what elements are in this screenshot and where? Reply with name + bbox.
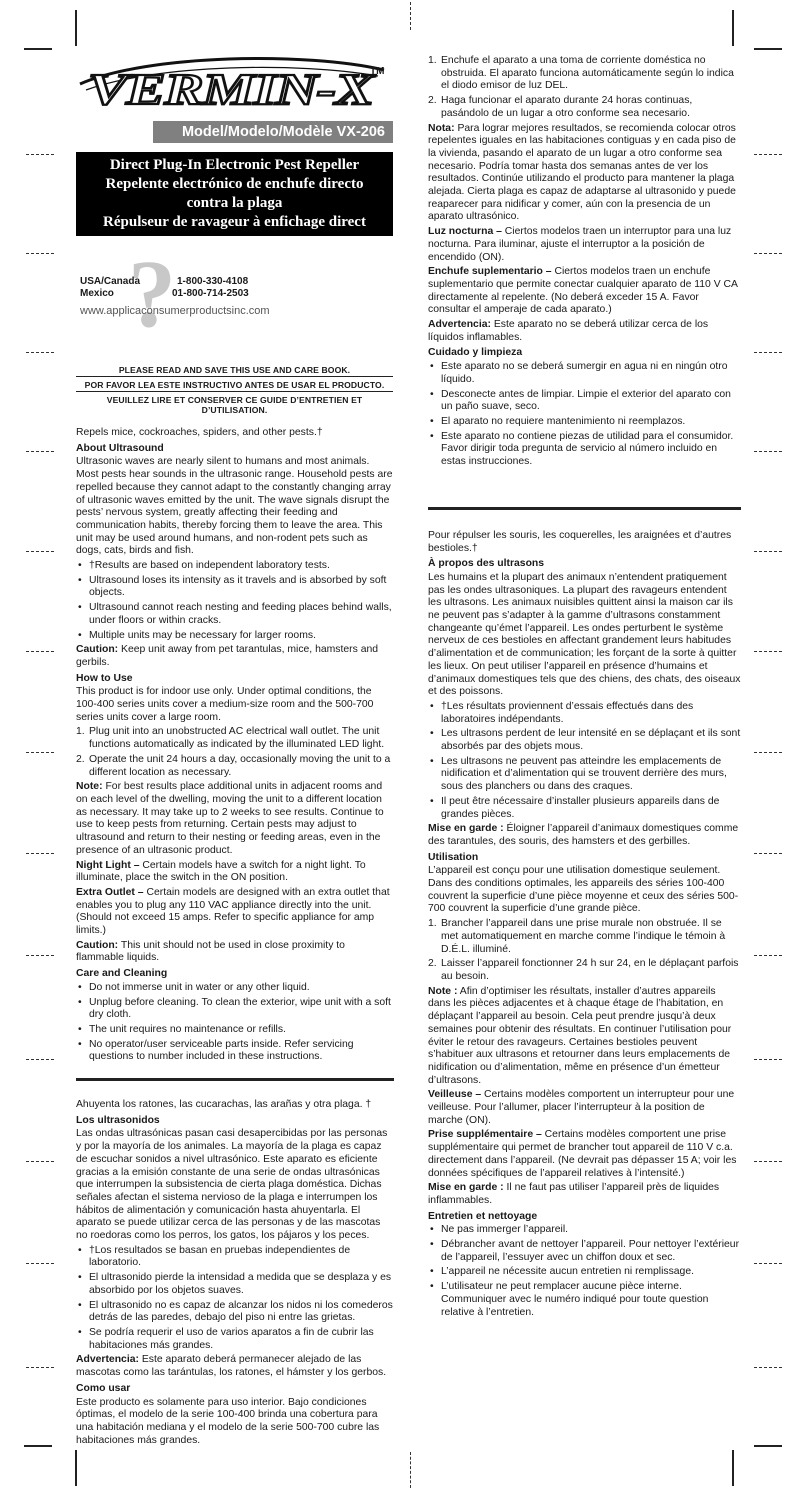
extra-outlet-fr (428, 1129, 741, 1180)
list-item: • Se podría requerir el uso de varios aparatos a fin de cubrir las habitaciones más grandes. (76, 1327, 394, 1352)
notice-es: POR FAVOR LEA ESTE INSTRUCTIVO ANTES DE USAR EL PRODUCTO. (84, 380, 385, 390)
night-text: Certain models have a switch for a night light. To illuminate, place the switch in the ON position. (76, 859, 366, 884)
fold-mark (754, 853, 782, 854)
fold-mark (754, 1367, 782, 1368)
fold-mark (26, 352, 54, 353)
step-number: 1. (76, 726, 85, 738)
list-item: • Unplug before cleaning. To clean the exterior, wipe unit with a soft dry cloth. (76, 997, 394, 1022)
list-item: • Ultrasound loses its intensity as it travels and is absorbed by soft objects. (76, 575, 394, 600)
list-item: • El ultrasonido no es capaz de alcanzar los nidos ni los comederos detrás de las paredes, debajo del piso ni entre las grietas. (76, 1300, 394, 1325)
fold-mark (26, 1059, 54, 1060)
fold-mark (26, 955, 54, 956)
crop-mark (75, 1450, 77, 1486)
note-text: Para lograr mejores resultados, se recomienda colocar otros repelentes iguales en las habitaciones contiguas y en cada piso de la vivienda, pasando el aparato de un lugar a otro conforme sea necesario. Podría tomar hasta dos semanas antes de ver los resultados. Continúe utilizando el producto para mantener la plaga alejada. Cierta plaga es capaz de adaptarse al ultrasonido y puede reaparecer para nidificar y comer, aún con la presencia de un aparato ultrasónico. (428, 122, 736, 223)
heading-care-fr: Entretien et nettoyage (428, 1210, 538, 1222)
list-item: • Desconecte antes de limpiar. Limpie el exterior del aparato con un paño suave, seco. (428, 389, 741, 414)
list-item: • El ultrasonido pierde la intensidad a medida que se desplaza y es absorbido por los objetos suaves. (76, 1272, 394, 1297)
fold-mark (754, 1263, 782, 1264)
steps-en (76, 726, 394, 779)
caution-label: Mise en garde : (428, 823, 504, 835)
outlet-text: Certains modèles comportent une prise supplémentaire qui permet de brancher tout appareil de 110 V c.a. directement dans l’appareil. (Ne devrait pas dépasser 15 A; voir les données spécifiques de l’appareil relatives à l’intensité.) (428, 1129, 737, 1179)
caution-label: Caution: (76, 939, 119, 951)
list-item: • Ne pas immerger l’appareil. (428, 1224, 741, 1237)
note-label: Note: (76, 781, 103, 793)
heading-about-en: About Ultrasound (76, 442, 164, 454)
note-label: Note : (428, 985, 458, 997)
step-text: Plug unit into an unobstructed AC electrical wall outlet. The unit functions automatically as indicated by the illuminated LED light. (89, 726, 385, 751)
care-list-es (428, 361, 741, 469)
list-item: • Il peut être nécessaire d’installer plusieurs appareils dans de grandes pièces. (428, 796, 741, 821)
step-text: Brancher l’appareil dans une prise murale non obstruée. Il se met automatiquement en marche comme l’indique le témoin à D.É.L. illuminé. (441, 918, 726, 955)
step-number: 1. (428, 55, 437, 66)
right-column (428, 55, 741, 1321)
step-number: 2. (428, 95, 437, 107)
outlet-label: Prise supplémentaire – (428, 1129, 542, 1141)
step-text: Operate the unit 24 hours a day, occasionally moving the unit to a different location as necessary. (89, 753, 391, 778)
section-divider (428, 507, 741, 510)
caution-label: Mise en garde : (428, 1182, 504, 1194)
intro-en: Repels mice, cockroaches, spiders, and other pests.† (76, 427, 323, 438)
extra-outlet-en (76, 887, 394, 938)
fold-mark (26, 853, 54, 854)
fold-mark (26, 551, 54, 552)
fold-mark (26, 154, 54, 155)
divider (76, 376, 393, 377)
night-light-en (76, 860, 394, 885)
fold-mark (410, 1452, 411, 1488)
step-text: Enchufe el aparato a una toma de corriente doméstica no obstruida. El aparato funciona automáticamente según lo indica el diodo emisor de luz DEL. (441, 55, 734, 92)
title-fr: Répulseur de ravageur à enfichage direct (103, 214, 366, 230)
list-fr (428, 701, 741, 821)
note-text: Afin d’optimiser les résultats, installer d’autres appareils dans les pièces adjacentes et à chaque étage de l’habitation, en déplaçant l’appareil au besoin. Cela peut prendre jusqu’à deux semaines pour obtenir des résultats. En continuer l’utilisation pour éviter le retour des ravageurs. Certaines bestioles peuvent s’habituer aux ultrasons et retourner dans leurs emplacements de nidification ou d’alimentation, même en présence d’un émetteur d’ultrasons. (428, 985, 732, 1086)
crop-mark (754, 1445, 782, 1447)
night-light-es (428, 226, 741, 264)
caution-text: Keep unit away from pet tarantulas, mice, hamsters and gerbils. (76, 644, 379, 668)
list-item: • El aparato no requiere mantenimiento ni reemplazos. (428, 416, 741, 429)
step-text: Laisser l’appareil fonctionner 24 h sur 24, en le déplaçant parfois au besoin. (441, 958, 739, 982)
warning-text: Este aparato deberá permanecer alejado de las mascotas como las tarántulas, los ratones, el hámster y los gerbos. (76, 1354, 387, 1379)
fold-mark (26, 1161, 54, 1162)
list-item: • Les ultrasons perdent de leur intensité en se déplaçant et ils sont absorbés par des objets mous. (428, 728, 741, 753)
fold-mark (26, 1367, 54, 1368)
region-usa: USA/Canada (80, 276, 141, 287)
how-text-es: Este producto es solamente para uso interior. Bajo condiciones óptimas, el modelo de la serie 100-400 brinda una cobertura para una habitación mediana y el modelo de la serie 500-700 cubre las habitaciones más grandes. (76, 1396, 380, 1446)
fold-mark (410, 2, 411, 30)
outlet-label: Extra Outlet – (76, 886, 144, 898)
notice-en: PLEASE READ AND SAVE THIS USE AND CARE BOOK. (118, 365, 351, 375)
notice-fr: VEUILLEZ LIRE ET CONSERVER CE GUIDE D’ENTRETIEN ET D’UTILISATION. (106, 395, 363, 415)
caution-text: Il ne faut pas utiliser l’appareil près de liquides inflammables. (428, 1182, 720, 1206)
outlet-text: Certain models are designed with an extra outlet that enables you to plug any 110 VAC appliance directly into the unit. (Should not exceed 15 amps. Refer to specific appliance for amp limits.) (76, 886, 390, 937)
warning-2-es (428, 319, 741, 344)
list-item: • Débrancher avant de nettoyer l’appareil. Pour nettoyer l’extérieur de l’appareil, l’essuyer avec un chiffon doux et sec. (428, 1239, 741, 1264)
fold-mark (26, 752, 54, 753)
list-item: • Este aparato no se deberá sumergir en agua ni en ningún otro líquido. (428, 361, 741, 386)
steps-es (428, 55, 741, 121)
caution-2-fr (428, 1182, 741, 1207)
caution-text: This unit should not be used in close proximity to flammable liquids. (76, 939, 345, 964)
website-link[interactable]: www.applicaconsumerproductsinc.com (80, 305, 270, 317)
list-es (76, 1245, 394, 1353)
heading-about-es: Los ultrasonidos (76, 1114, 160, 1126)
intro-es: Ahuyenta los ratones, las cucarachas, las arañas y otra plaga. † (76, 1099, 372, 1111)
step-number: 2. (428, 958, 437, 970)
warning-text: Este aparato no se deberá utilizar cerca de los líquidos inflamables. (428, 319, 709, 343)
crop-mark (732, 10, 734, 46)
list-item: • †Los resultados se basan en pruebas independientes de laboratorio. (76, 1245, 394, 1270)
step-number: 1. (428, 918, 437, 930)
fold-mark (26, 651, 54, 652)
note-text: For best results place additional units in adjacent rooms and on each level of the dwelling, moving the unit to a different location as necessary. It may take up to 2 weeks to see results. Continue to use to keep pests from returning. Certain pests may adjust to ultrasound and return to their nesting or feeding areas, even in the presence of an ultrasonic product. (76, 781, 384, 856)
crop-mark (24, 48, 52, 50)
fold-mark (754, 551, 782, 552)
crop-mark (24, 1445, 52, 1447)
note-es (428, 123, 741, 225)
night-label: Night Light – (76, 859, 140, 871)
left-column (76, 427, 394, 1449)
night-text: Ciertos modelos traen un interruptor para una luz nocturna. Para iluminar, ajuste el interruptor a la posición de encendido (ON). (428, 226, 732, 263)
note-label: Nota: (428, 122, 455, 134)
how-text-fr: L’appareil est conçu pour une utilisation domestique seulement. Dans des conditions optimales, les appareils des séries 100-400 couvrent la superficie d’une pièce moyenne et ceux des séries 500-700 couvrent la superficie d’une grande pièce. (428, 865, 739, 915)
trademark: TM (370, 66, 385, 77)
heading-care-es: Cuidado y limpieza (428, 347, 523, 359)
list-item: • Multiple units may be necessary for larger rooms. (76, 630, 394, 643)
night-light-fr (428, 1089, 741, 1127)
caution-fr (428, 823, 741, 848)
fold-mark (26, 1263, 54, 1264)
outlet-label: Enchufe suplementario – (428, 266, 552, 278)
heading-how-en: How to Use (76, 672, 133, 684)
fold-mark (26, 451, 54, 452)
outlet-text: Ciertos modelos traen un enchufe suplementario que permite conectar cualquier aparato de 110 V CA directamente al repelente. (No deberá exceder 15 A. Favor consultar el amperaje de cada aparato.) (428, 266, 738, 316)
steps-fr (428, 918, 741, 984)
list-item (428, 55, 741, 93)
night-label: Luz nocturna – (428, 226, 502, 238)
fold-mark (754, 352, 782, 353)
step-number: 2. (76, 753, 85, 765)
warning-es (76, 1354, 394, 1379)
list-item: • L’utilisateur ne peut remplacer aucune pièce interne. Communiquer avec le numéro indiqué pour toute question relative à l’entretien. (428, 1281, 741, 1319)
question-mark-icon: ? (128, 240, 176, 347)
heading-care-en: Care and Cleaning (76, 968, 168, 980)
intro-fr: Pour répulser les souris, les coquerelles, les araignées et d’autres bestioles.† (428, 529, 732, 554)
night-text: Certains modèles comportent un interrupteur pour une veilleuse. Pour l’allumer, placer l’interrupteur à la position de marche (ON). (428, 1089, 735, 1126)
crop-mark (732, 1450, 734, 1486)
extra-outlet-es (428, 266, 741, 317)
caution-text: Éloigner l’appareil d’animaux domestiques comme des tarantules, des souris, des hamsters et des gerbilles. (428, 823, 739, 847)
about-text-es: Las ondas ultrasónicas pasan casi desapercibidas por las personas y por la mayoría de los animales. La mayoría de la plaga es capaz de escuchar sonidos a nivel ultrasónico. Este aparato es eficiente gracias a la emisión constante de una serie de ondas ultrasónicas que interrumpen la subsistencia de cierta plaga doméstica. Dichas señales afectan el sistema nervioso de la plaga e interrumpen los hábitos de alimentación y comunicación hasta ahuyentarla. El aparato se puede utilizar cerca de las personas y de las mascotas no roedoras como los perros, los gatos, los pájaros y los peces. (76, 1128, 388, 1242)
title-box (76, 152, 393, 236)
list-item (428, 918, 741, 956)
warning-label: Advertencia: (76, 1354, 139, 1366)
caution-label: Caution: (76, 644, 119, 656)
fold-mark (754, 1161, 782, 1162)
crop-mark (754, 48, 782, 50)
fold-mark (754, 955, 782, 956)
fold-mark (754, 253, 782, 254)
list-item: • No operator/user serviceable parts inside. Refer servicing questions to number included in these instructions. (76, 1039, 394, 1064)
list-item: • Ultrasound cannot reach nesting and feeding places behind walls, under floors or within cracks. (76, 602, 394, 627)
list-item: • Do not immerse unit in water or any other liquid. (76, 982, 394, 995)
heading-how-fr: Utilisation (428, 851, 479, 863)
how-text-en: This product is for indoor use only. Under optimal conditions, the 100-400 series units cover a medium-size room and the 500-700 series units cover a large room. (76, 686, 374, 723)
list-item: • †Results are based on independent laboratory tests. (76, 560, 394, 573)
list-item: • †Les résultats proviennent d’essais effectués dans des laboratoires indépendants. (428, 701, 741, 726)
list-item (76, 726, 394, 751)
caution-en (76, 644, 394, 669)
fold-mark (754, 752, 782, 753)
title-es-1: Repelente electrónico de enchufe directo (105, 176, 364, 192)
fold-mark (754, 154, 782, 155)
fold-mark (26, 253, 54, 254)
caution-2-en (76, 940, 394, 965)
night-label: Veilleuse – (428, 1089, 482, 1101)
note-en (76, 781, 394, 857)
step-text: Haga funcionar el aparato durante 24 horas continuas, pasándolo de un lugar a otro conforme sea necesario. (441, 95, 693, 119)
heading-how-es: Como usar (76, 1382, 131, 1394)
list-en (76, 560, 394, 642)
care-list-en (76, 982, 394, 1064)
divider (76, 391, 393, 392)
region-mexico: Mexico (80, 288, 114, 299)
brand-logo (78, 50, 388, 112)
list-item: • Les ultrasons ne peuvent pas atteindre les emplacements de nidification et d’alimentation qui se trouvent derrière des murs, sous des planchers ou dans des craques. (428, 756, 741, 794)
list-item (76, 754, 394, 779)
brand-logo-text: VERMIN-X (88, 65, 377, 112)
fold-mark (754, 451, 782, 452)
fold-mark (754, 651, 782, 652)
crop-mark (75, 10, 77, 46)
list-item: • The unit requires no maintenance or refills. (76, 1024, 394, 1037)
section-divider (76, 1078, 394, 1081)
heading-about-fr: À propos des ultrasons (428, 558, 545, 570)
fold-mark (754, 1059, 782, 1060)
list-item (428, 95, 741, 120)
note-fr (428, 986, 741, 1088)
about-text-fr: Les humains et la plupart des animaux n’entendent pratiquement pas les ondes ultrasoniques. La plupart des ravageurs entendent les ultrasons. Les animaux nuisibles quittent ainsi la maison car ils ne peuvent pas s’adapter à la gamme d’ultrasons constamment changeante qu’émet l’appareil. Les ondes perturbent le système nerveux de ces bestioles en affectant grandement leurs habitudes d’alimentation et de communication; les forçant de la sorte à quitter les lieux. On peut utiliser l’appareil en présence d’humains et d’animaux domestiques tels que des chiens, des chats, des oiseaux et des poissons. (428, 571, 741, 698)
about-text-en: Ultrasonic waves are nearly silent to humans and most animals. Most pests hear sounds in the ultrasonic range. Household pests are repelled because they cannot adapt to the constantly changing array of ultrasonic waves emitted by the unit. The wave signals disrupt the pests’ nervous system, greatly affecting their feeding and communication habits, thereby forcing them to leave the area. This unit may be used around humans, and non-rodent pets such as dogs, cats, birds and fish. (76, 456, 393, 557)
warning-label: Advertencia: (428, 319, 491, 331)
model-bar: Model/Modelo/Modèle VX-206 (153, 121, 393, 143)
title-es-2: contra la plaga (186, 195, 283, 211)
list-item (428, 958, 741, 983)
list-item: • L’appareil ne nécessite aucun entretien ni remplissage. (428, 1266, 741, 1279)
title-en: Direct Plug-In Electronic Pest Repeller (109, 157, 360, 173)
phone-usa: 1-800-330-4108 (177, 276, 249, 287)
phone-mexico: 01-800-714-2503 (172, 288, 249, 299)
care-list-fr (428, 1224, 741, 1319)
list-item: • Este aparato no contiene piezas de utilidad para el consumidor. Favor dirigir toda pregunta de servicio al número incluido en estas instrucciones. (428, 431, 741, 469)
